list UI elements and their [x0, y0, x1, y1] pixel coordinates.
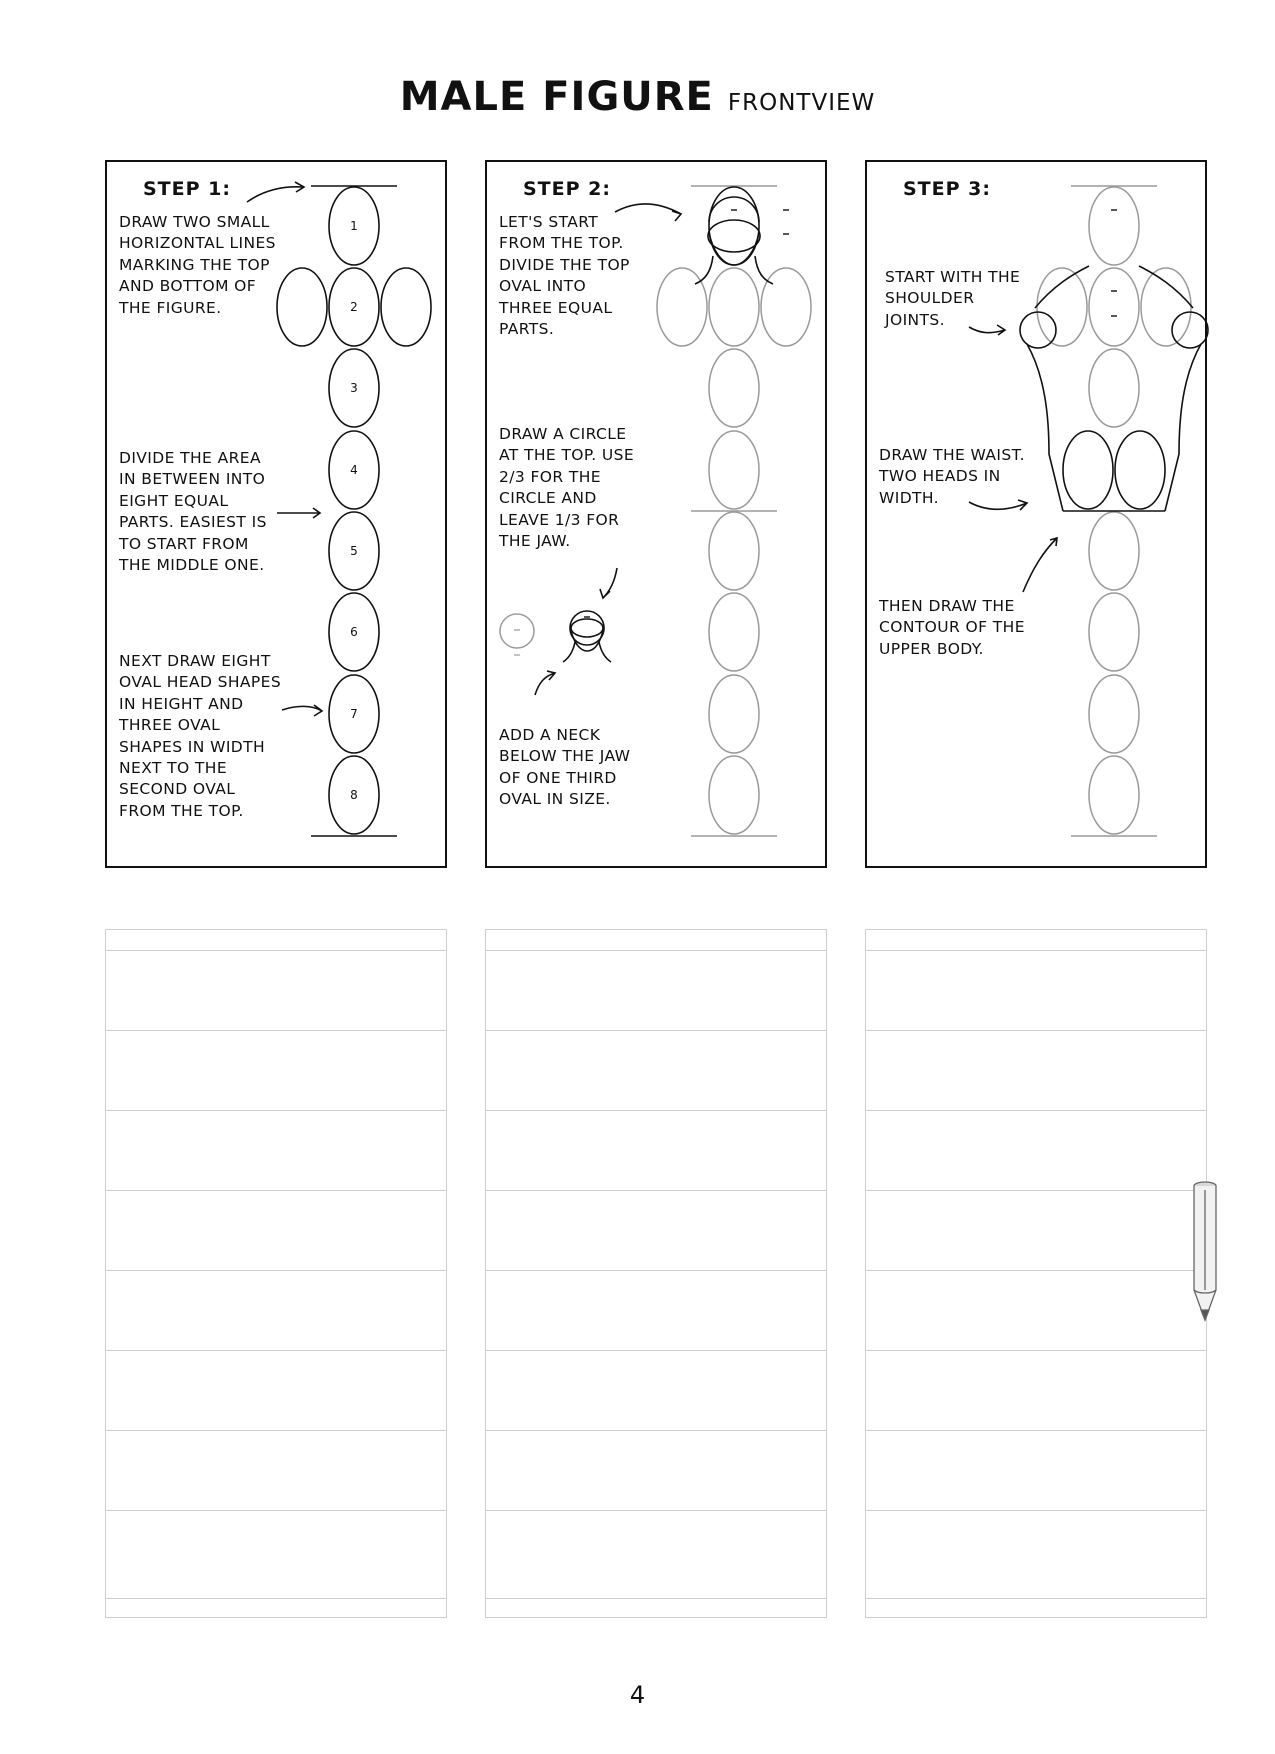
step-heading: STEP 1:	[143, 178, 231, 200]
oval-number-7: 7	[350, 707, 358, 721]
oval-numbers	[350, 219, 358, 802]
step-3-instruction-3: THEN DRAW THE CONTOUR OF THE UPPER BODY.	[879, 597, 1025, 658]
waist-oval-right	[1115, 431, 1165, 509]
arrow-icon	[277, 508, 320, 518]
title-main: MALE FIGURE	[399, 74, 714, 120]
oval-number-6: 6	[350, 625, 358, 639]
step-1-instruction-2: DIVIDE THE AREA IN BETWEEN INTO EIGHT EQUAL PARTS. EASIEST IS TO START FROM THE MIDDLE ONE.	[119, 449, 267, 575]
step-1-instruction-1: DRAW TWO SMALL HORIZONTAL LINES MARKING THE TOP AND BOTTOM OF THE FIGURE.	[119, 213, 276, 317]
step-1-instruction-3: NEXT DRAW EIGHT OVAL HEAD SHAPES IN HEIGHT AND THREE OVAL SHAPES IN WIDTH NEXT TO THE SECOND OVAL FROM THE TOP.	[119, 652, 282, 820]
page-number: 4	[629, 1681, 646, 1709]
oval-number-2: 2	[350, 300, 358, 314]
head-oval-right	[381, 268, 431, 346]
arrow-icon	[600, 568, 617, 598]
title-sub: FRONTVIEW	[727, 90, 876, 116]
oval-number-8: 8	[350, 788, 358, 802]
page-title	[0, 74, 1275, 120]
step-2-panel	[485, 160, 827, 868]
arrow-icon	[282, 705, 322, 716]
arrow-icon	[1023, 538, 1057, 592]
step-3-panel	[865, 160, 1207, 868]
practice-area-1[interactable]	[105, 929, 447, 1618]
practice-area-2[interactable]	[485, 929, 827, 1618]
neck-line	[695, 256, 773, 284]
step-2-instruction-3: ADD A NECK BELOW THE JAW OF ONE THIRD OVAL IN SIZE.	[499, 726, 631, 809]
step-2-instruction-2: DRAW A CIRCLE AT THE TOP. USE 2/3 FOR THE CIRCLE AND LEAVE 1/3 FOR THE JAW.	[499, 425, 635, 551]
step-1-panel	[105, 160, 447, 868]
arrow-icon	[535, 671, 555, 695]
step-heading: STEP 3:	[903, 178, 991, 200]
arrow-icon	[247, 182, 304, 202]
oval-number-5: 5	[350, 544, 358, 558]
upper-body-contour	[1027, 266, 1201, 511]
pencil-icon	[1190, 1180, 1220, 1325]
oval-number-3: 3	[350, 381, 358, 395]
head-oval-left	[277, 268, 327, 346]
oval-number-1: 1	[350, 219, 358, 233]
oval-number-4: 4	[350, 463, 358, 477]
step-3-instruction-1: START WITH THE SHOULDER JOINTS.	[885, 268, 1021, 329]
step-3-instruction-2: DRAW THE WAIST. TWO HEADS IN WIDTH.	[879, 446, 1025, 507]
waist-oval-left	[1063, 431, 1113, 509]
step-heading: STEP 2:	[523, 178, 611, 200]
practice-area-3[interactable]	[865, 929, 1207, 1618]
step-2-instruction-1: LET'S START FROM THE TOP. DIVIDE THE TOP OVAL INTO THREE EQUAL PARTS.	[499, 213, 630, 339]
